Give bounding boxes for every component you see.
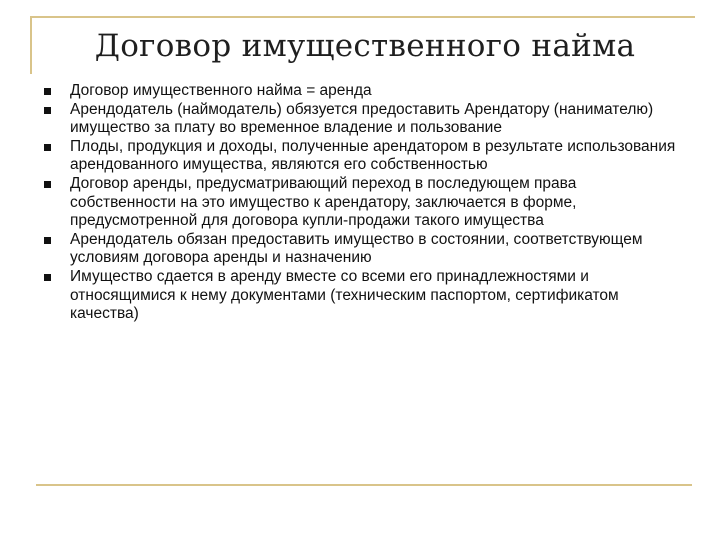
bullet-text: Договор имущественного найма = аренда [70,82,372,99]
frame-top-line [30,16,695,18]
bullet-item [44,101,684,138]
bullet-text: Имущество сдается в аренду вместе со всеми его принадлежностями и относящимися к нему документами (техническим паспортом, сертификатом качества) [70,267,619,323]
square-bullet-icon [44,274,51,281]
bullet-text: Арендодатель обязан предоставить имущество в состоянии, соответствующем условиям договора аренды и назначению [70,230,643,267]
bullet-text: Арендодатель (наймодатель) обязуется предоставить Арендатору (нанимателю) имущество за плату во временное владение и пользование [70,100,654,137]
square-bullet-icon [44,237,51,244]
bullet-item [44,175,684,231]
bullet-item [44,82,684,101]
square-bullet-icon [44,144,51,151]
bullet-text: Договор аренды, предусматривающий переход в последующем права собственности на это имущество к арендатору, заключается в форме, предусмотренной для договора купли-продажи такого имущества [70,174,577,230]
square-bullet-icon [44,181,51,188]
bullet-list [44,82,684,324]
square-bullet-icon [44,107,51,114]
bullet-item [44,231,684,268]
square-bullet-icon [44,88,51,95]
slide-title: Договор имущественного найма [94,28,636,64]
bullet-text: Плоды, продукция и доходы, полученные арендатором в результате использования арендованного имущества, являются его собственностью [70,137,676,174]
bullet-item [44,268,684,324]
frame-bottom-line [36,484,692,486]
frame-left-line [30,16,32,74]
bullet-item [44,138,684,175]
